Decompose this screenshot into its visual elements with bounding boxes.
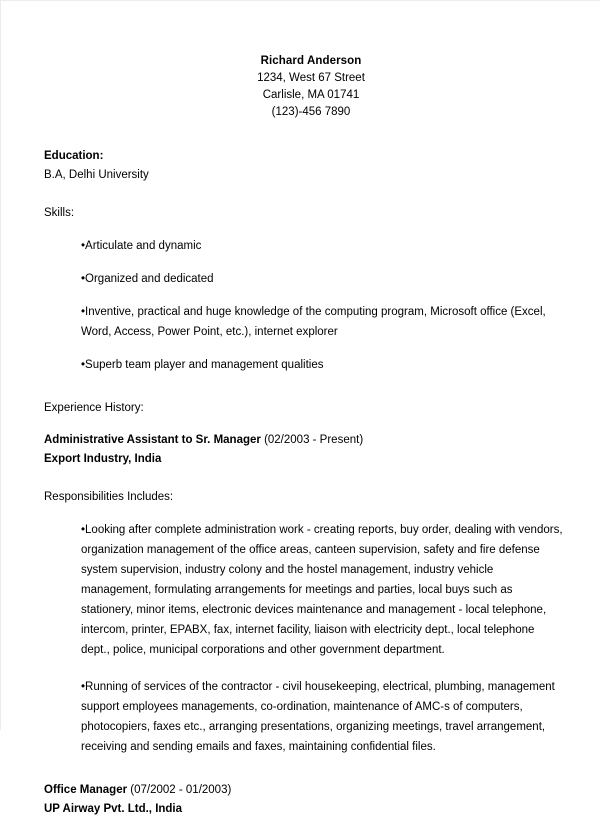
- job-title-line: [44, 781, 578, 800]
- responsibilities-label: Responsibilities Includes:: [44, 491, 174, 503]
- job-title: Office Manager: [44, 784, 128, 796]
- job-company: UP Airway Pvt. Ltd., India: [44, 803, 183, 815]
- skill-text: Articulate and dynamic: [85, 240, 202, 252]
- responsibility-text: Running of services of the contractor - civil housekeeping, electrical, plumbing, management support employees managements, co-ordination, maintenance of AMC-s of computers, photocopiers, faxes etc., arranging presentations, organizing meetings, travel arrangement, receiving and sending emails and faxes, maintaining confidential files.: [81, 681, 555, 753]
- job-dates: (07/2002 - 01/2003): [130, 784, 232, 796]
- spacer: [44, 418, 578, 431]
- document-content: [1, 1, 600, 819]
- skill-text: Superb team player and management qualities: [85, 359, 324, 371]
- bullet-icon: •: [81, 681, 86, 693]
- spacer: [44, 469, 578, 488]
- job-title: Administrative Assistant to Sr. Manager: [44, 434, 261, 446]
- phone-number: (123)-456 7890: [271, 106, 351, 118]
- spacer: [44, 185, 578, 204]
- address-line-1: 1234, West 67 Street: [257, 72, 365, 84]
- job-dates: (02/2003 - Present): [264, 434, 364, 446]
- skills-section: [44, 204, 578, 375]
- list-item: [44, 302, 578, 342]
- resume-header: [44, 53, 578, 121]
- list-item: [44, 520, 578, 660]
- spacer: [44, 375, 578, 399]
- responsibilities-list: [44, 520, 578, 757]
- list-item: [44, 236, 578, 256]
- spacer: [44, 223, 578, 236]
- skill-text: Organized and dedicated: [85, 273, 214, 285]
- experience-section: [44, 399, 578, 819]
- list-item: [44, 677, 578, 757]
- candidate-name: Richard Anderson: [260, 55, 362, 67]
- job-entry: [44, 431, 578, 469]
- education-degree: B.A, Delhi University: [44, 169, 149, 181]
- job-company: Export Industry, India: [44, 453, 162, 465]
- job-entry: [44, 781, 578, 819]
- skills-heading: Skills:: [44, 207, 75, 219]
- address-line-2: Carlisle, MA 01741: [262, 89, 360, 101]
- spacer: [44, 757, 578, 781]
- bullet-icon: •: [81, 306, 86, 318]
- skill-text: Inventive, practical and huge knowledge of the computing program, Microsoft office (Excel, Word, Access, Power Point, etc.), internet explorer: [81, 306, 546, 338]
- bullet-icon: •: [81, 240, 86, 252]
- bullet-icon: •: [81, 524, 86, 536]
- job-title-line: [44, 431, 578, 450]
- education-section: [44, 147, 578, 185]
- list-item: [44, 269, 578, 289]
- education-heading: Education:: [44, 150, 104, 162]
- spacer: [44, 507, 578, 520]
- list-item: [44, 355, 578, 375]
- skills-list: [44, 236, 578, 375]
- bullet-icon: •: [81, 273, 86, 285]
- responsibility-text: Looking after complete administration work - creating reports, buy order, dealing with vendors, organization management of the office areas, canteen supervision, safety and fire defense system supervision, industry colony and the hostel management, industry vehicle management, formulating arrangements for meetings and parties, local buys such as stationery, minor items, electronic devices maintenance and management - local telephone, intercom, printer, EPABX, fax, internet facility, liaison with electricity dept., local telephone dept., police, municipal corporations and other government department.: [81, 524, 563, 656]
- experience-heading: Experience History:: [44, 402, 144, 414]
- bullet-icon: •: [81, 359, 86, 371]
